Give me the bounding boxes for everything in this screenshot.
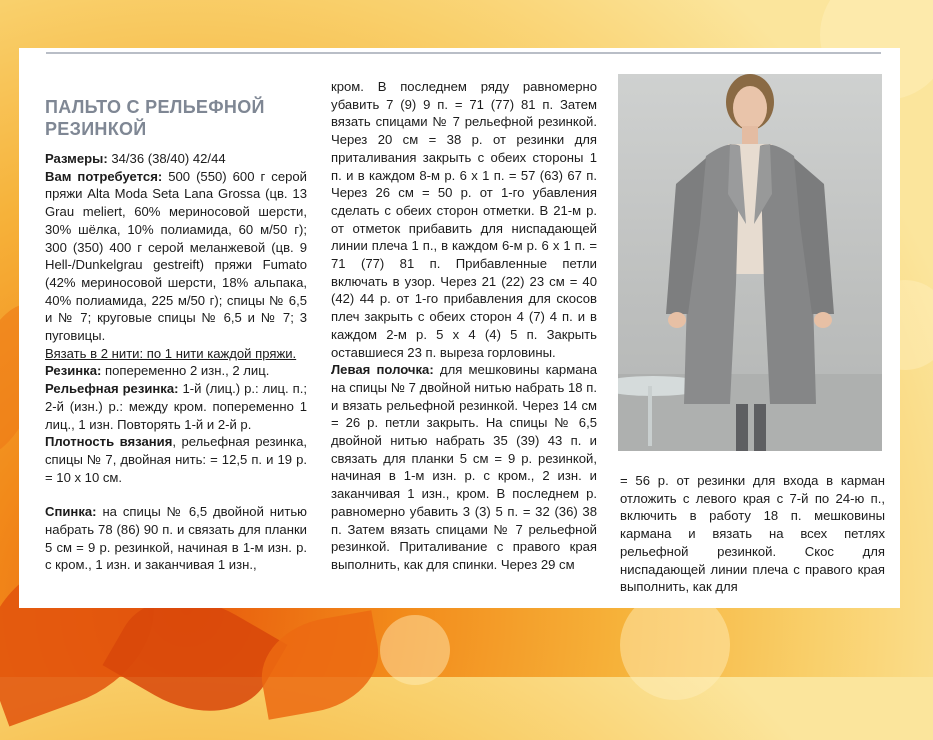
rib-text: попеременно 2 изн., 2 лиц. [101,363,270,379]
relief-rib-text: 1-й (лиц.) р.: лиц. п.; 2-й (изн.) р.: между кром. попеременно 1 лиц., 1 изн. Повторять 1-й и 2-й р. [45,381,307,432]
paragraph-sizes [45,150,307,168]
paragraph-rib [45,362,307,380]
left-front-text: для мешковины кармана на спицы № 7 двойной нитью набрать 18 п. и вязать рельефной резинкой. Через 14 см = 26 р. петли закрыть. На спицы № 6,5 двойной нитью набрать 35 (39) 43 п. и связать для планки 5 см = 9 р. резинкой, начиная в 1-м изн. р. с кром., 2 изн. и заканчивая 1 изн., кром. В последнем р. равномерно убавить 3 (3) 5 п. = 32 (36) 38 п. Затем вязать спицами № 7 рельефной резинкой. Приталивание с правого края выполнить, как для спинки. Через 29 см [331,362,597,572]
magazine-page [19,48,900,608]
paragraph-back [45,503,307,574]
back-text: на спицы № 6,5 двойной нитью набрать 78 (86) 90 п. и связать для планки 5 см = 9 р. резинкой, начиная в 1-м изн. р. с кром., 1 изн. и заканчивая 1 изн., [45,504,307,573]
rib-label: Резинка: [45,363,102,379]
paragraph-relief-rib [45,380,307,433]
paragraph-pocket [620,472,885,596]
gauge-text: , рельефная резинка, спицы № 7, двойная нить: = 12,5 п. и 19 р. = 10 х 10 см. [45,434,307,485]
gauge-label: Плотность вязания [45,434,173,450]
sizes-text: 34/36 (38/40) 42/44 [107,151,226,166]
materials-text: 500 (550) 600 г серой пряжи Alta Moda Seta Lana Grossa (цв. 13 Grau meliert, 60% мериносовой шерсти, 30% шёлка, 10% полиамида, 60 м/50 г); 300 (350) 400 г серой меланжевой (цв. 9 Hell-/Dunkelgrau gestreift) пряжи Fumato (42% мериносовой шерсти, 18% альпака, 40% полиамида, 225 м/50 г); спицы № 6,5 и № 7; круговые спицы № 6,5 и № 7; 3 пуговицы. [45,168,307,344]
autumn-leaf [253,610,387,719]
model-photo [618,74,882,451]
pocket-text: = 56 р. от резинки для входа в карман отложить с левого края с 7-й по 24-ю п., включить в работу 18 п. мешковины кармана и вязать на всех петлях рельефной резинкой. Скос для ниспадающей линии плеча с правого края выполнить, как для [620,473,885,595]
coat-model-illustration [618,74,882,451]
paragraph-materials [45,168,307,345]
two-strands-note: Вязать в 2 нити: по 1 нити каждой пряжи. [45,345,297,361]
back-continued-text: кром. В последнем ряду равномерно убавить 7 (9) 9 п. = 71 (77) 81 п. Затем вязать спицами № 7 рельефной резинкой. Через 20 см = 38 р. от резинки для приталивания закрыть с обеих стороны 1 п. и в каждом 8-м р. 6 х 1 п. = 57 (63) 67 п. Через 26 см = 50 р. от 1-го убавления сделать с обеих сторон отметки. В 21-м р. от отметок прибавить для ниспадающей линии плеча 1 п., в каждом 6-м р. 6 х 1 п. = 71 (77) 81 п. Прибавленные петли включать в узор. Через 21 (22) 23 см = 40 (42) 44 р. от 1-го прибавления для скосов плеч закрыть с обеих сторон 4 (7) 4 п. и в каждом 2-м р. 5 х 4 (4) 5 п. Закрыть оставшиеся 23 п. выреза горловины. [331,79,597,360]
paragraph-gauge [45,433,307,486]
relief-rib-label: Рельефная резинка: [45,381,179,397]
materials-label: Вам потребуется: [45,168,163,184]
bokeh-light [380,615,450,685]
text-column-1 [45,150,307,574]
top-divider [46,52,881,54]
left-front-label: Левая полочка: [331,362,434,378]
text-column-2 [331,78,597,574]
title-line: ПАЛЬТО С РЕЛЬЕФНОЙ [45,97,265,117]
text-column-3 [620,472,885,596]
title-line: РЕЗИНКОЙ [45,119,147,139]
paragraph-two-strands [45,345,307,363]
paragraph-left-front [331,361,597,573]
sizes-label: Размеры: [45,151,108,166]
article-title [45,96,305,140]
back-label: Спинка: [45,504,97,520]
paragraph-back-continued [331,78,597,361]
